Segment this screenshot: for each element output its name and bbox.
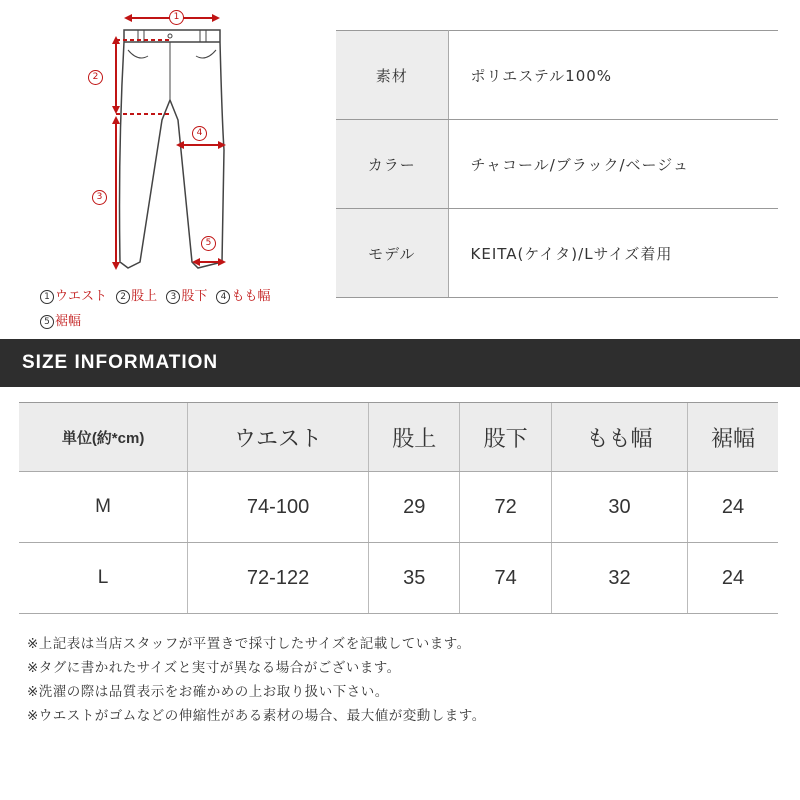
table-cell: 74-100: [188, 472, 369, 543]
size-notes: [27, 632, 486, 728]
legend-label: もも幅: [231, 289, 271, 304]
spec-value: KEITA(ケイタ)/Lサイズ着用: [448, 209, 778, 298]
size-label: L: [19, 543, 188, 614]
header-inseam: 股下: [460, 403, 551, 472]
legend-num: 3: [166, 290, 180, 304]
spec-value: ポリエステル100%: [448, 31, 778, 120]
header-waist: ウエスト: [188, 403, 369, 472]
table-cell: 74: [460, 543, 551, 614]
table-row: [19, 472, 778, 543]
spec-row: [336, 120, 778, 209]
legend-num: 4: [216, 290, 230, 304]
legend-label: 股下: [181, 289, 208, 304]
measurement-diagram: [20, 0, 320, 285]
legend-item: [216, 284, 270, 309]
marker-5: 5: [201, 236, 216, 251]
header-thigh: もも幅: [551, 403, 687, 472]
spec-row: [336, 209, 778, 298]
table-cell: 72-122: [188, 543, 369, 614]
legend-label: ウエスト: [55, 289, 108, 304]
legend-num: 1: [40, 290, 54, 304]
table-cell: 30: [551, 472, 687, 543]
measurement-legend: [40, 284, 320, 334]
size-label: M: [19, 472, 188, 543]
marker-2: 2: [88, 70, 103, 85]
size-table: [19, 402, 778, 614]
table-cell: 29: [368, 472, 459, 543]
spec-label: モデル: [336, 209, 448, 298]
spec-row: [336, 31, 778, 120]
note-line: ※上記表は当店スタッフが平置きで採寸したサイズを記載しています。: [27, 636, 471, 652]
legend-item: [116, 284, 157, 309]
note-line: ※ウエストがゴムなどの伸縮性がある素材の場合、最大値が変動します。: [27, 708, 486, 724]
size-info-title: SIZE INFORMATION: [22, 352, 219, 373]
table-row: [19, 543, 778, 614]
legend-item: [40, 284, 107, 309]
legend-num: 2: [116, 290, 130, 304]
product-spec-table: [336, 30, 778, 298]
legend-label: 股上: [131, 289, 158, 304]
size-info-header: [0, 339, 800, 387]
table-cell: 72: [460, 472, 551, 543]
note-line: ※洗濯の際は品質表示をお確かめの上お取り扱い下さい。: [27, 684, 389, 700]
table-cell: 24: [688, 543, 778, 614]
pants-illustration: [20, 0, 320, 285]
spec-label: 素材: [336, 31, 448, 120]
legend-label: 裾幅: [55, 314, 82, 329]
header-rise: 股上: [368, 403, 459, 472]
marker-4: 4: [192, 126, 207, 141]
marker-3: 3: [92, 190, 107, 205]
table-cell: 24: [688, 472, 778, 543]
header-unit: 単位(約*cm): [19, 403, 188, 472]
note-line: ※タグに書かれたサイズと実寸が異なる場合がございます。: [27, 660, 401, 676]
marker-1: 1: [169, 10, 184, 25]
header-hem: 裾幅: [688, 403, 778, 472]
legend-item: [166, 284, 207, 309]
legend-item: [40, 309, 81, 334]
pants-outline: [120, 30, 225, 268]
size-table-header-row: [19, 403, 778, 472]
legend-num: 5: [40, 315, 54, 329]
spec-label: カラー: [336, 120, 448, 209]
table-cell: 35: [368, 543, 459, 614]
table-cell: 32: [551, 543, 687, 614]
spec-value: チャコール/ブラック/ベージュ: [448, 120, 778, 209]
